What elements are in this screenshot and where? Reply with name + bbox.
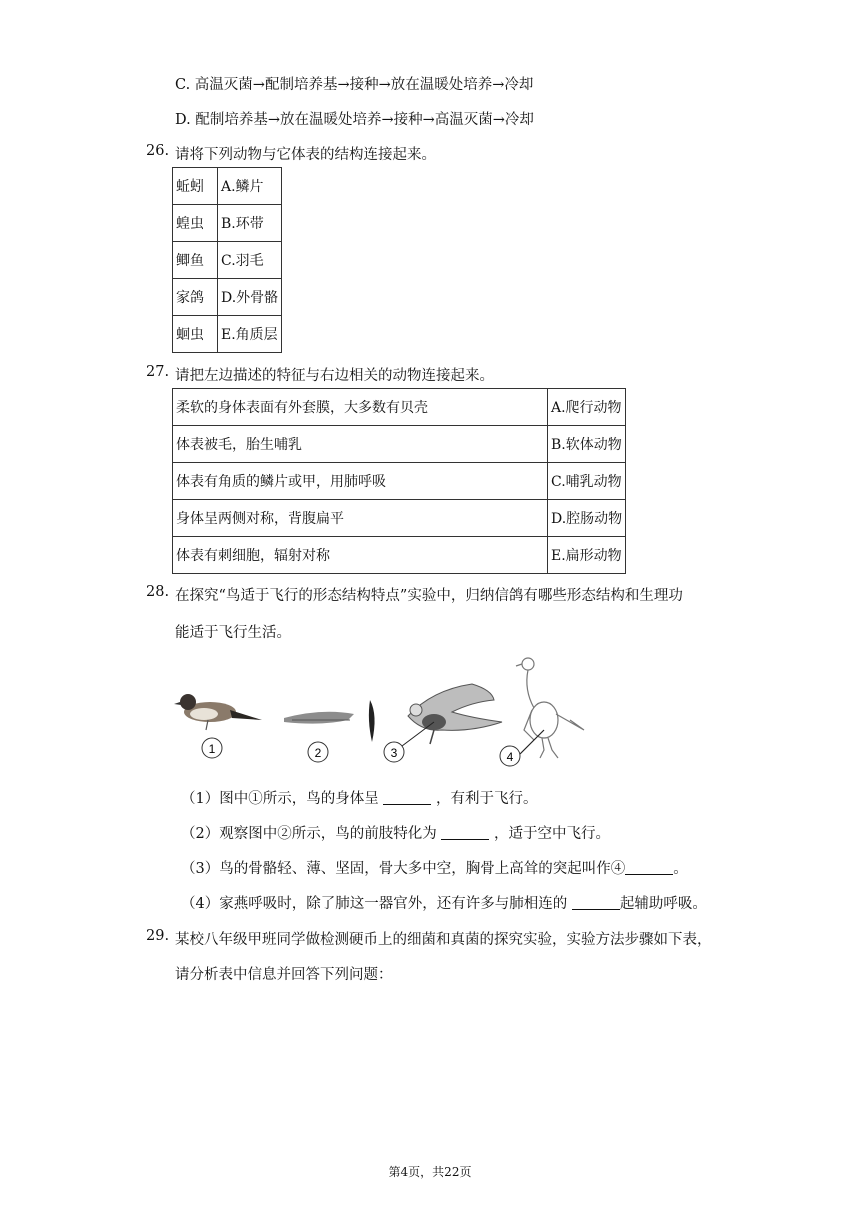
answer-blank-2[interactable] bbox=[441, 825, 489, 840]
animal-group-cell: A.爬行动物 bbox=[548, 389, 626, 426]
sub-question-1 bbox=[181, 787, 537, 808]
svg-text:1: 1 bbox=[208, 742, 216, 756]
feature-cell: B.环带 bbox=[218, 205, 282, 242]
sub-question-3 bbox=[181, 857, 688, 878]
sub-question-4-start: （4）家燕呼吸时，除了肺这一器官外，还有许多与肺相连的 bbox=[181, 896, 568, 912]
answer-blank-1[interactable] bbox=[383, 790, 431, 805]
feather-illustration bbox=[369, 700, 375, 742]
sub-question-3-start: （3）鸟的骨骼轻、薄、坚固，骨大多中空，胸骨上高耸的突起叫作④ bbox=[181, 861, 626, 877]
answer-blank-3[interactable] bbox=[625, 860, 673, 875]
sub-question-1-start: （1）图中①所示，鸟的身体呈 bbox=[181, 791, 379, 807]
question-29-line2: 请分析表中信息并回答下列问题： bbox=[175, 967, 393, 983]
feature-cell: C.羽毛 bbox=[218, 242, 282, 279]
animal-group-cell: C.哺乳动物 bbox=[548, 463, 626, 500]
animal-cell: 蝗虫 bbox=[173, 205, 218, 242]
sub-question-2-end: ，适于空中飞行。 bbox=[493, 826, 610, 842]
option-c: C. 高温灭菌→配制培养基→接种→放在温暖处培养→冷却 bbox=[175, 77, 534, 93]
animal-group-cell: B.软体动物 bbox=[548, 426, 626, 463]
animal-cell: 鲫鱼 bbox=[173, 242, 218, 279]
question-26-text: 请将下列动物与它体表的结构连接起来。 bbox=[175, 147, 436, 163]
sub-question-4-end: 起辅助呼吸。 bbox=[619, 896, 707, 912]
bird-air-sac-illustration bbox=[402, 684, 502, 746]
option-d: D. 配制培养基→放在温暖处培养→接种→高温灭菌→冷却 bbox=[175, 112, 534, 128]
feature-cell: E.角质层 bbox=[218, 316, 282, 353]
question-number-26: 26. bbox=[146, 143, 170, 159]
question-28-line2: 能适于飞行生活。 bbox=[175, 625, 291, 641]
answer-blank-4[interactable] bbox=[572, 895, 620, 910]
sub-question-2 bbox=[181, 822, 610, 843]
description-cell: 体表有刺细胞，辐射对称 bbox=[173, 537, 548, 574]
table-row bbox=[173, 426, 626, 463]
question-29-line1: 某校八年级甲班同学做检测硬币上的细菌和真菌的探究实验，实验方法步骤如下表， bbox=[175, 932, 712, 948]
svg-text:3: 3 bbox=[390, 746, 398, 760]
table-row bbox=[173, 242, 282, 279]
animal-surface-table bbox=[172, 167, 282, 353]
question-number-27: 27. bbox=[146, 364, 170, 380]
description-cell: 体表有角质的鳞片或甲，用肺呼吸 bbox=[173, 463, 548, 500]
table-row bbox=[173, 537, 626, 574]
figure-label-2 bbox=[308, 742, 328, 762]
description-cell: 身体呈两侧对称，背腹扁平 bbox=[173, 500, 548, 537]
question-number-29: 29. bbox=[146, 928, 170, 944]
question-27-text: 请把左边描述的特征与右边相关的动物连接起来。 bbox=[175, 368, 494, 384]
sub-question-4 bbox=[181, 892, 707, 913]
svg-text:2: 2 bbox=[314, 746, 322, 760]
bird-figure bbox=[172, 650, 612, 775]
table-row bbox=[173, 316, 282, 353]
wing-illustration bbox=[284, 712, 354, 724]
description-cell: 体表被毛，胎生哺乳 bbox=[173, 426, 548, 463]
question-28-line1: 在探究“鸟适于飞行的形态结构特点”实验中，归纳信鸽有哪些形态结构和生理功 bbox=[175, 588, 683, 604]
figure-label-4 bbox=[500, 746, 520, 766]
animal-group-cell: D.腔肠动物 bbox=[548, 500, 626, 537]
figure-label-1 bbox=[202, 738, 222, 758]
question-number-28: 28. bbox=[146, 584, 170, 600]
description-cell: 柔软的身体表面有外套膜，大多数有贝壳 bbox=[173, 389, 548, 426]
table-row bbox=[173, 279, 282, 316]
animal-cell: 蚯蚓 bbox=[173, 168, 218, 205]
sub-question-1-end: ，有利于飞行。 bbox=[435, 791, 538, 807]
feature-animal-table bbox=[172, 388, 626, 574]
feature-cell: A.鳞片 bbox=[218, 168, 282, 205]
animal-cell: 蛔虫 bbox=[173, 316, 218, 353]
svg-text:4: 4 bbox=[506, 750, 514, 764]
page-footer: 第4页，共22页 bbox=[388, 1165, 472, 1179]
animal-cell: 家鸽 bbox=[173, 279, 218, 316]
sub-question-3-end: 。 bbox=[673, 861, 688, 877]
table-row bbox=[173, 168, 282, 205]
table-row bbox=[173, 463, 626, 500]
sub-question-2-start: （2）观察图中②所示，鸟的前肢特化为 bbox=[181, 826, 437, 842]
bird-skeleton-illustration bbox=[516, 658, 584, 758]
table-row bbox=[173, 205, 282, 242]
animal-group-cell: E.扁形动物 bbox=[548, 537, 626, 574]
feature-cell: D.外骨骼 bbox=[218, 279, 282, 316]
bird-body-illustration bbox=[174, 694, 262, 730]
table-row bbox=[173, 389, 626, 426]
table-row bbox=[173, 500, 626, 537]
figure-label-3 bbox=[384, 742, 404, 762]
